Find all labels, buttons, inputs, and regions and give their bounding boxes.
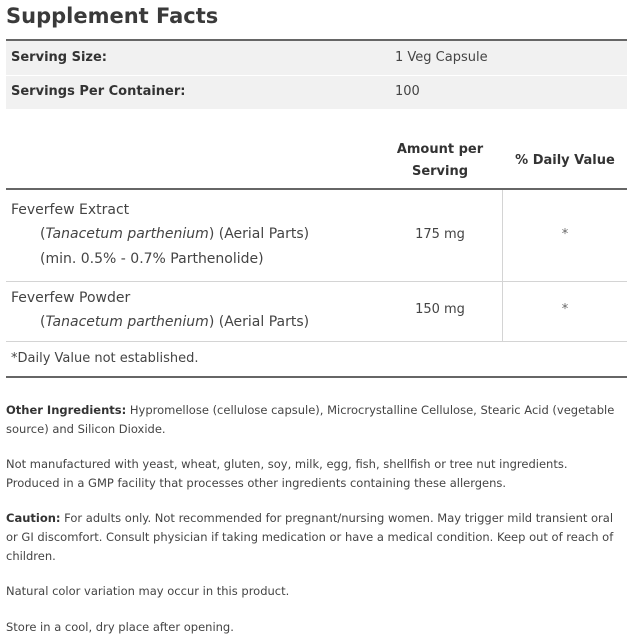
plant-part: ) (Aerial Parts) [208,314,310,330]
dv-column-divider [502,190,503,341]
serving-size-label: Serving Size: [11,50,108,65]
page-title: Supplement Facts [6,4,219,28]
daily-value-header: % Daily Value [515,153,615,168]
amount-per-serving-header [380,139,500,183]
table-bottom-line [6,341,627,342]
amount-header-line1: Amount per [396,142,484,157]
caution-text: For adults only. Not recommended for pregnant/nursing women. May trigger mild transient oral or GI discomfort. Consult physician if taking medication or have a medical condition. Keep out of reach of children. [6,511,614,563]
footer-rule [6,376,627,378]
ingredient-daily-value: * [561,227,569,242]
latin-name: Tanacetum parthenium [45,226,209,242]
plant-part: ) (Aerial Parts) [208,226,310,242]
caution-label: Caution: [6,511,61,525]
color-variation-note: Natural color variation may occur in this product. [6,584,290,598]
caution-statement [6,509,622,566]
ingredient-name: Feverfew Powder [11,290,131,306]
ingredient-divider [6,281,627,282]
ingredient-name: Feverfew Extract [11,202,130,218]
ingredient-source [40,310,309,334]
amount-header-line2: Serving [411,164,469,179]
ingredient-source [40,222,309,246]
allergen-statement: Not manufactured with yeast, wheat, gluten, soy, milk, egg, fish, shellfish or tree nut ingredients. Produced in a GMP facility that processes other ingredients containing these allergens. [6,457,568,490]
serving-size-value: 1 Veg Capsule [395,50,488,65]
latin-name: Tanacetum parthenium [45,314,209,330]
other-ingredients-text: Hypromellose (cellulose capsule), Microcrystalline Cellulose, Stearic Acid (vegetable source) and Silicon Dioxide. [6,403,615,436]
ingredient-amount: 175 mg [415,227,465,242]
open-paren: ( [40,314,46,330]
ingredient-amount: 150 mg [415,302,465,317]
header-rule [6,188,627,190]
open-paren: ( [40,226,46,242]
other-ingredients-label: Other Ingredients: [6,403,127,417]
daily-value-note: *Daily Value not established. [11,351,199,366]
ingredient-daily-value: * [561,302,569,317]
other-ingredients [6,401,622,439]
serving-divider [6,75,627,76]
servings-per-container-value: 100 [395,84,420,99]
storage-note: Store in a cool, dry place after opening. [6,620,234,634]
servings-per-container-label: Servings Per Container: [11,84,186,99]
ingredient-standardization: (min. 0.5% - 0.7% Parthenolide) [40,251,264,267]
